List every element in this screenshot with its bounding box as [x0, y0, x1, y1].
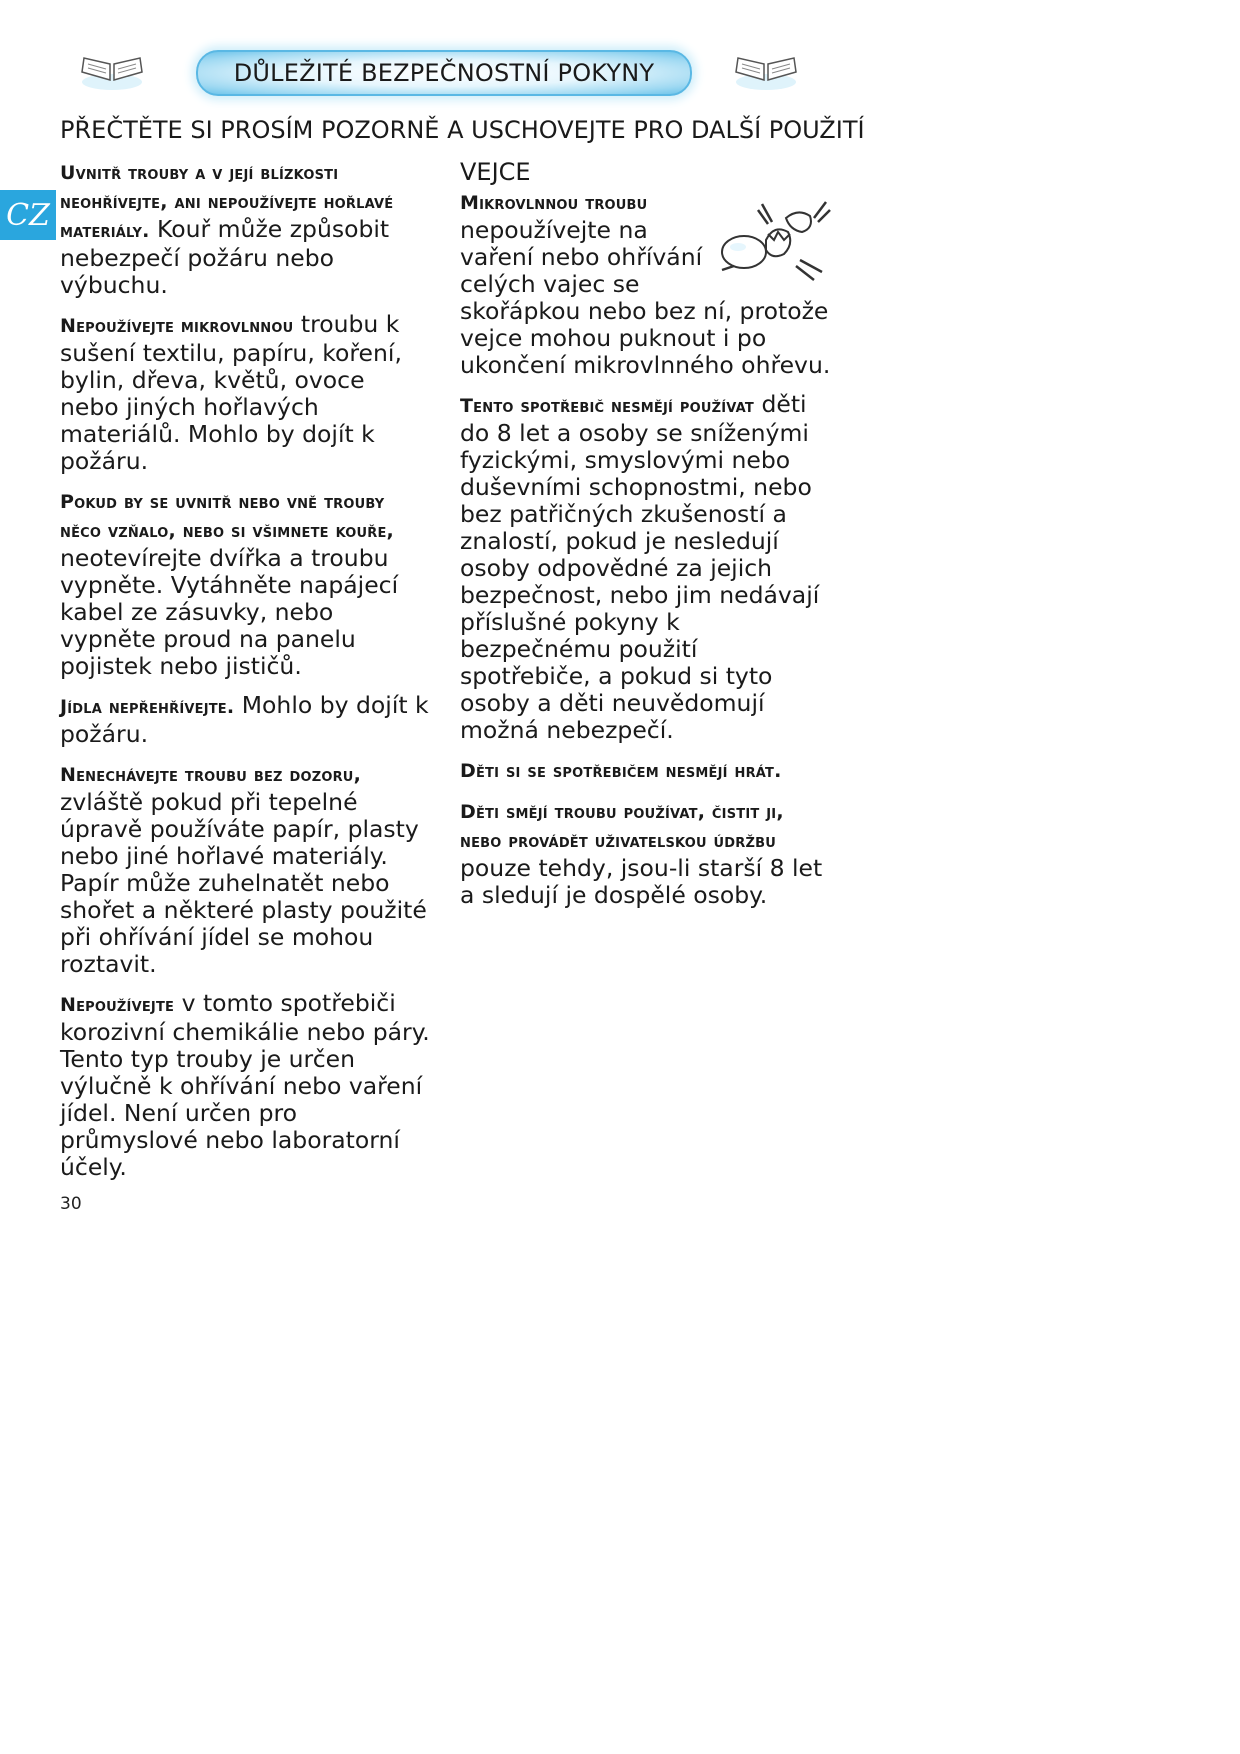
paragraph-text: děti do 8 let a osoby se sníženými fyzickými, smyslovými nebo duševními schopnostmi, nebo bez patřičných zkušeností a znalostí, pokud je nesledují osoby odpovědné za jejich bezpečnost, nebo jim nedávají příslušné pokyny k bezpečnému použití spotřebiče, a pokud si tyto osoby a děti neuvědomují možná nebezpečí.	[460, 390, 820, 744]
paragraph-lead: Nepoužívejte	[60, 994, 175, 1016]
section-title-banner	[196, 50, 692, 96]
book-icon	[730, 52, 802, 94]
safety-paragraph	[460, 391, 832, 744]
paragraph-text: v tomto spotřebiči korozivní chemikálie nebo páry. Tento typ trouby je určen výlučně k ohřívání nebo vaření jídel. Není určen pro průmyslové nebo laboratorní účely.	[60, 989, 430, 1181]
safety-paragraph	[60, 311, 430, 475]
safety-paragraph	[460, 797, 832, 909]
page-number: 30	[60, 1194, 82, 1214]
left-column	[60, 158, 430, 1193]
safety-paragraph	[60, 487, 430, 680]
paragraph-text: troubu k sušení textilu, papíru, koření, bylin, dřeva, květů, ovoce nebo jiných hořlavých materiálů. Mohlo by dojít k požáru.	[60, 310, 402, 475]
safety-paragraph	[60, 760, 430, 978]
safety-paragraph	[60, 158, 430, 299]
safety-paragraph	[60, 990, 430, 1181]
paragraph-lead: Nepoužívejte mikrovlnnou	[60, 315, 294, 337]
paragraph-text: neotevírejte dvířka a troubu vypněte. Vytáhněte napájecí kabel ze zásuvky, nebo vypněte proud na panelu pojistek nebo jističů.	[60, 544, 399, 680]
paragraph-lead: Pokud by se uvnitř nebo vně trouby něco vzňalo, nebo si všimnete kouře,	[60, 491, 394, 542]
paragraph-text: Mohlo by dojít k požáru.	[60, 691, 429, 748]
paragraph-text: zvláště pokud při tepelné úpravě používáte papír, plasty nebo jiné hořlavé materiály. Papír může zuhelnatět nebo shořet a některé plasty použité při ohřívání jídel se mohou roztavit.	[60, 788, 427, 978]
eggs-heading: VEJCE	[460, 158, 531, 186]
section-title: DŮLEŽITÉ BEZPEČNOSTNÍ POKYNY	[233, 59, 655, 87]
paragraph-lead: Nenechávejte troubu bez dozoru,	[60, 764, 361, 786]
safety-paragraph	[60, 692, 430, 748]
paragraph-lead: Mikrovlnnou troubu	[460, 192, 648, 214]
right-column	[460, 158, 832, 921]
cracked-egg-icon	[714, 194, 832, 286]
paragraph-text: nepoužívejte na vaření nebo ohřívání celých vajec se skořápkou nebo bez ní, protože vejce mohou puknout i po ukončení mikrovlnného ohřevu.	[460, 216, 831, 379]
book-icon	[76, 52, 148, 94]
paragraph-lead: Děti si se spotřebičem nesmějí hrát.	[460, 760, 782, 782]
paragraph-lead: Děti smějí troubu používat, čistit ji, nebo provádět uživatelskou údržbu	[460, 801, 784, 852]
language-tab: CZ	[0, 190, 56, 240]
paragraph-lead: Uvnitř trouby a v její blízkosti neohřívejte, ani nepoužívejte hořlavé materiály.	[60, 162, 394, 242]
paragraph-lead: Jídla nepřehřívejte.	[60, 696, 235, 718]
eggs-paragraph	[460, 188, 832, 379]
paragraph-text: pouze tehdy, jsou-li starší 8 let a sledují je dospělé osoby.	[460, 854, 823, 909]
safety-paragraph	[460, 756, 832, 785]
paragraph-text: Kouř může způsobit nebezpečí požáru nebo výbuchu.	[60, 215, 390, 299]
paragraph-lead: Tento spotřebič nesmějí používat	[460, 395, 754, 417]
page-subtitle: PŘEČTĚTE SI PROSÍM POZORNĚ A USCHOVEJTE PRO DALŠÍ POUŽITÍ	[60, 116, 865, 144]
